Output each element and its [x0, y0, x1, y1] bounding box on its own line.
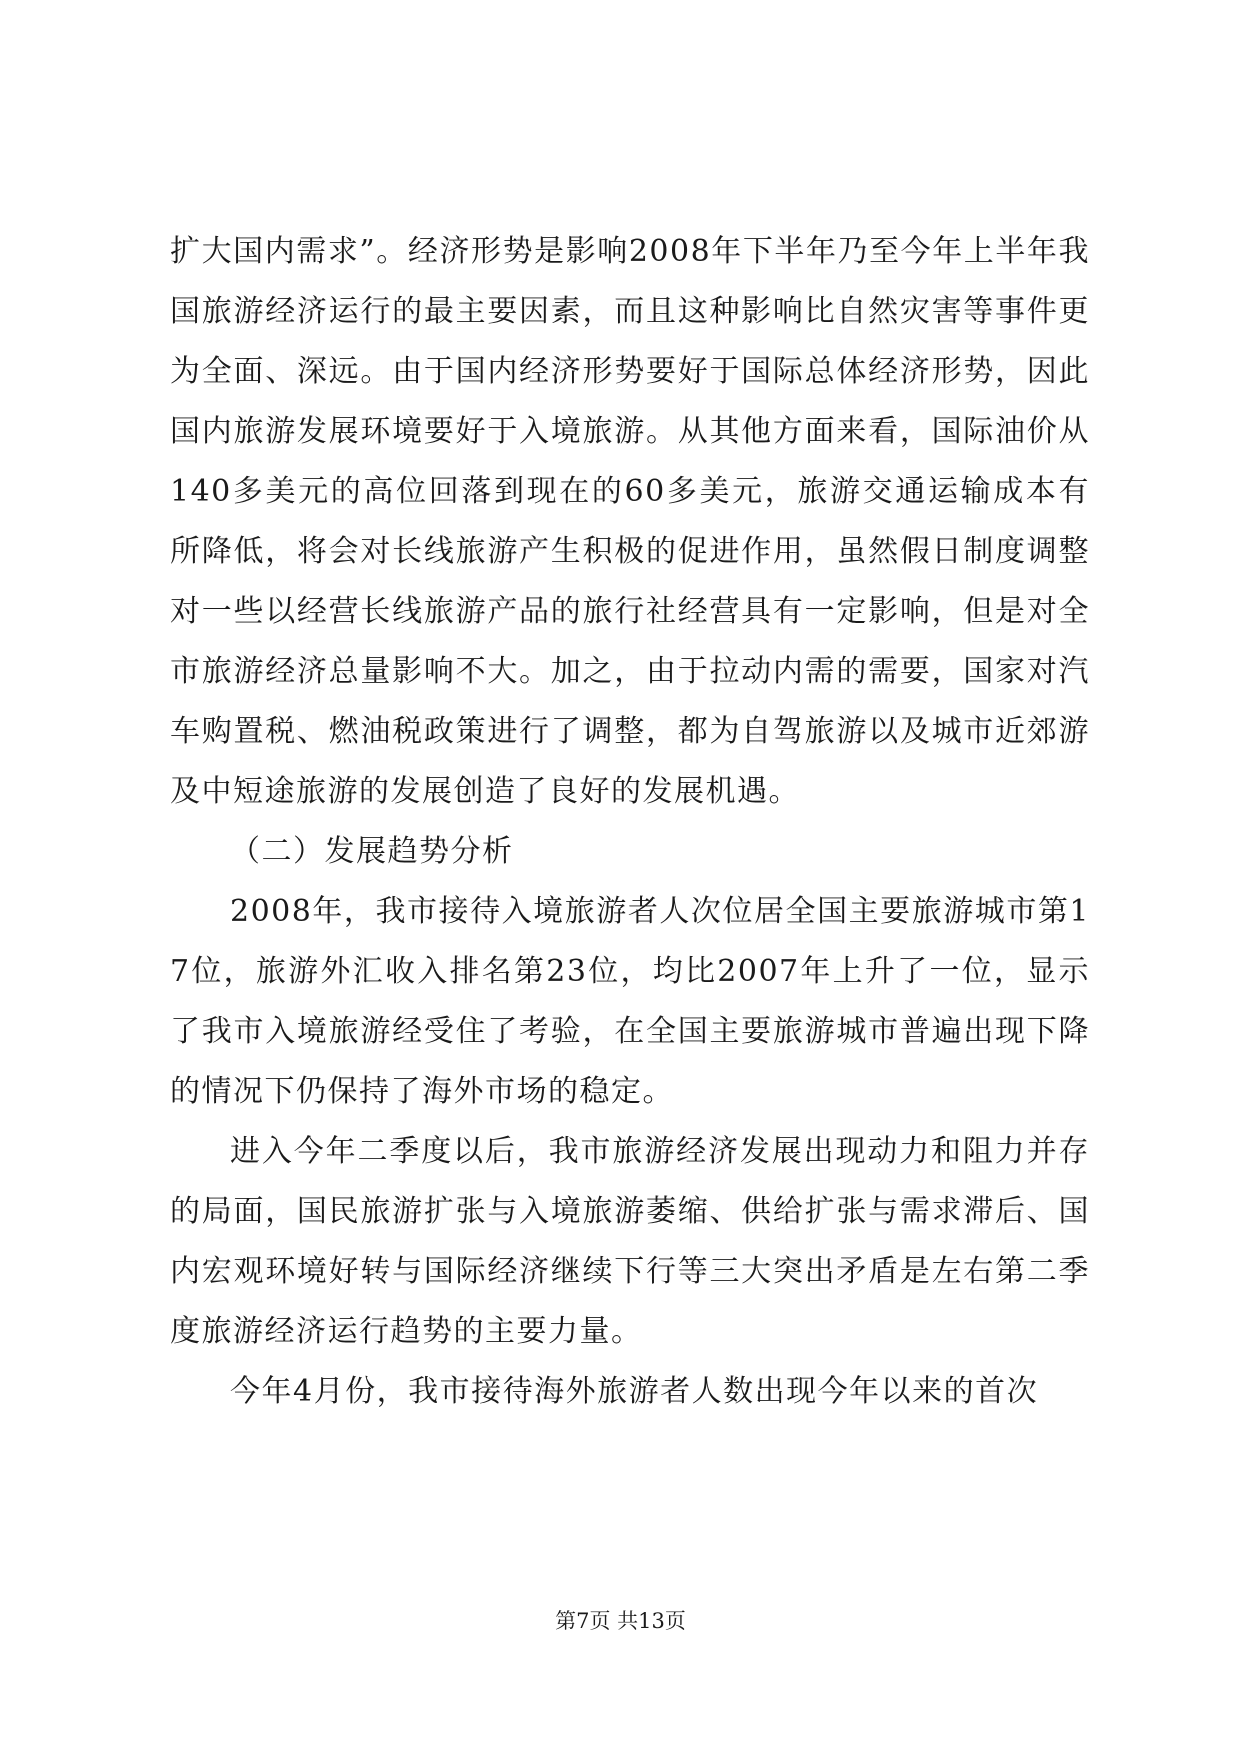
paragraph-second-quarter: 进入今年二季度以后，我市旅游经济发展出现动力和阻力并存的局面，国民旅游扩张与入境旅游萎缩、供给扩张与需求滞后、国内宏观环境好转与国际经济继续下行等三大突出矛盾是左右第二季度旅游经济运行趋势的主要力量。 [170, 1134, 1090, 1349]
section-heading-trend-analysis: （二）发展趋势分析 [230, 834, 514, 869]
paragraph-april: 今年4月份，我市接待海外旅游者人数出现今年以来的首次 [230, 1374, 1039, 1409]
page-number-footer: 第7页 共13页 [555, 1609, 686, 1633]
document-body [170, 222, 1090, 1422]
paragraph-2008-ranking: 2008年，我市接待入境旅游者人次位居全国主要旅游城市第17位，旅游外汇收入排名第23位，均比2007年上升了一位，显示了我市入境旅游经受住了考验，在全国主要旅游城市普遍出现下降的情况下仍保持了海外市场的稳定。 [170, 894, 1090, 1109]
paragraph-economic-situation: 扩大国内需求”。经济形势是影响2008年下半年乃至今年上半年我国旅游经济运行的最主要因素，而且这种影响比自然灾害等事件更为全面、深远。由于国内经济形势要好于国际总体经济形势，因此国内旅游发展环境要好于入境旅游。从其他方面来看，国际油价从140多美元的高位回落到现在的60多美元，旅游交通运输成本有所降低，将会对长线旅游产生积极的促进作用，虽然假日制度调整对一些以经营长线旅游产品的旅行社经营具有一定影响，但是对全市旅游经济总量影响不大。加之，由于拉动内需的需要，国家对汽车购置税、燃油税政策进行了调整，都为自驾旅游以及城市近郊游及中短途旅游的发展创造了良好的发展机遇。 [170, 234, 1090, 809]
